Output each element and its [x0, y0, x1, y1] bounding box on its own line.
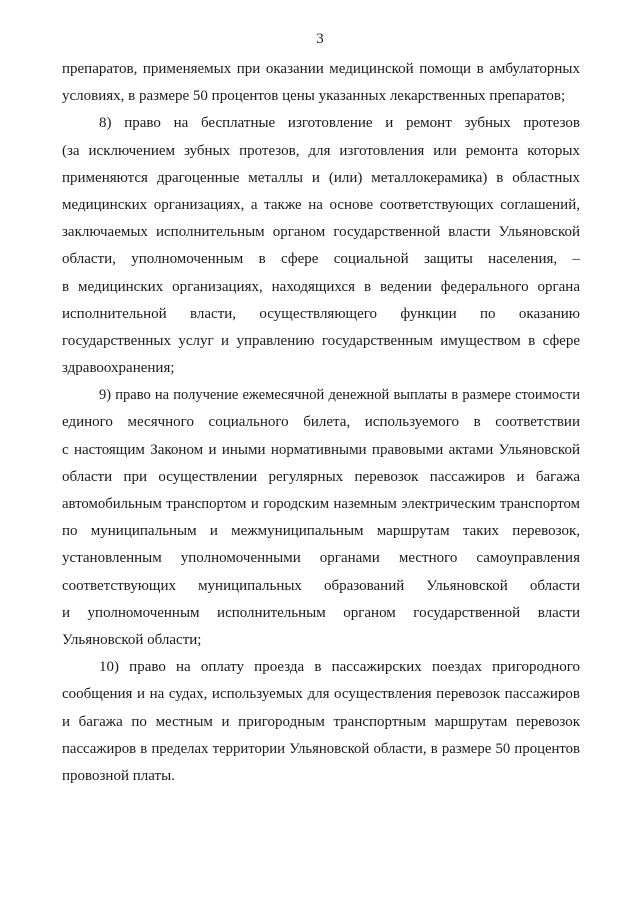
text-line: пассажиров в пределах территории Ульяновской области, в размере 50 процентов: [62, 740, 580, 757]
text-line: Ульяновской области;: [62, 631, 202, 648]
text-line: применяются драгоценные металлы и (или) металлокерамика) в областных: [62, 169, 580, 186]
text-line: области при осуществлении регулярных перевозок пассажиров и багажа: [62, 468, 580, 485]
text-line: (за исключением зубных протезов, для изготовления или ремонта которых: [62, 142, 580, 159]
text-line: государственных услуг и управлению государственным имуществом в сфере: [62, 332, 580, 349]
text-line: автомобильным транспортом и городским наземным электрическим транспортом: [62, 496, 580, 512]
text-line: исполнительной власти, осуществляющего функции по оказанию: [62, 305, 580, 322]
page-number: 3: [316, 31, 324, 47]
text-line: и уполномоченным исполнительным органом государственной власти: [62, 604, 580, 621]
text-line: 10) право на оплату проезда в пассажирских поездах пригородного: [99, 659, 580, 676]
text-line: установленным уполномоченными органами местного самоуправления: [62, 550, 580, 567]
document-body: [62, 56, 580, 790]
text-line: медицинских организациях, а также на основе соответствующих соглашений,: [62, 196, 580, 213]
text-line: области, уполномоченным в сфере социальной защиты населения, –: [62, 251, 580, 268]
text-line: в медицинских организациях, находящихся в ведении федерального органа: [62, 278, 580, 295]
text-line: провозной платы.: [62, 767, 175, 784]
text-line: препаратов, применяемых при оказании медицинской помощи в амбулаторных: [62, 61, 580, 77]
text-line: 8) право на бесплатные изготовление и ремонт зубных протезов: [99, 115, 580, 132]
text-line: сообщения и на судах, используемых для осуществления перевозок пассажиров: [62, 686, 580, 703]
text-line: заключаемых исполнительным органом государственной власти Ульяновской: [62, 224, 580, 241]
text-line: 9) право на получение ежемесячной денежной выплаты в размере стоимости: [99, 387, 580, 404]
text-line: единого месячного социального билета, используемого в соответствии: [62, 414, 580, 431]
text-line: с настоящим Законом и иными нормативными правовыми актами Ульяновской: [62, 441, 580, 458]
text-line: здравоохранения;: [62, 360, 175, 377]
text-line: соответствующих муниципальных образований Ульяновской области: [62, 577, 580, 594]
text-line: условиях, в размере 50 процентов цены указанных лекарственных препаратов;: [62, 88, 566, 105]
text-line: по муниципальным и межмуниципальным маршрутам таких перевозок,: [62, 523, 580, 540]
text-line: и багажа по местным и пригородным транспортным маршрутам перевозок: [62, 713, 580, 730]
